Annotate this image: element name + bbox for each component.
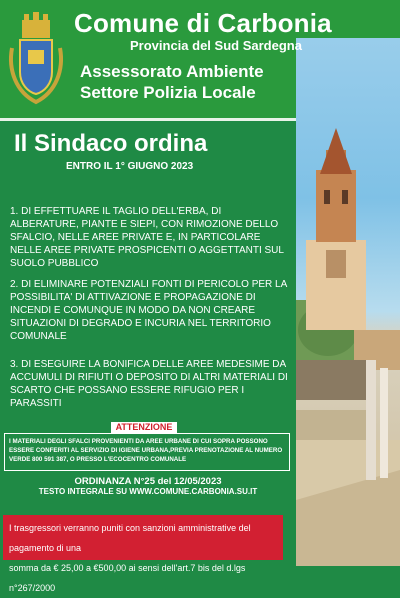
order-heading: Il Sindaco ordina xyxy=(14,130,208,157)
province-subtitle: Provincia del Sud Sardegna xyxy=(130,38,302,53)
deadline-text: ENTRO IL 1° GIUGNO 2023 xyxy=(66,161,194,172)
ordinance-full-text-link: TESTO INTEGRALE SU WWW.COMUNE.CARBONIA.SU.IT xyxy=(38,487,258,496)
attention-text: I MATERIALI DEGLI SFALCI PROVENIENTI DA AREE URBANE DI CUI SOPRA POSSONO ESSERE CONFERITI AL SERVIZIO DI IGIENE URBANA,PREVIA PRENOTAZIONE AL NUMERO VERDE 800 591 387, O PRESSO L'ECOCENTRO COMUNALE xyxy=(9,438,283,463)
order-item-3: 3. DI ESEGUIRE LA BONIFICA DELLE AREE MEDESIME DA ACCUMULI DI RIFIUTI O DEPOSITO DI ALTRI MATERIALI DI SCARTO CHE POSSANO ESSERE RIFUGIO PER I PARASSITI xyxy=(10,359,288,409)
municipal-crest-icon xyxy=(6,10,66,106)
sanctions-box xyxy=(3,515,283,593)
sanctions-line-2: somma da € 25,00 a €500,00 ai sensi dell'art.7 bis del d.lgs n°267/2000 xyxy=(9,563,246,593)
town-title: Comune di Carbonia xyxy=(74,8,332,38)
department-line-1: Assessorato Ambiente xyxy=(80,62,264,81)
sanctions-line-1: I trasgressori verranno puniti con sanzioni amministrative del pagamento di una xyxy=(9,523,251,553)
header-divider xyxy=(0,118,296,121)
church-photo xyxy=(296,0,400,566)
attention-label: ATTENZIONE xyxy=(111,422,177,433)
attention-box xyxy=(4,433,290,471)
department-line-2: Settore Polizia Locale xyxy=(80,83,256,102)
church-tower-illustration xyxy=(296,0,400,566)
order-item-2: 2. DI ELIMINARE POTENZIALI FONTI DI PERICOLO PER LA POSSIBILITA' DI ATTIVAZIONE E PROPAGAZIONE DI INCENDI E COMUNQUE IN MODO DA NON CREARE SITUAZIONI DI DEGRADO E INCURIA NEL TERRITORIO COMUNALE xyxy=(10,279,287,342)
ordinance-number: ORDINANZA N°25 del 12/05/2023 xyxy=(74,476,222,487)
order-item-1: 1. DI EFFETTUARE IL TAGLIO DELL'ERBA, DI ALBERATURE, PIANTE E SIEPI, CON RIMOZIONE DELLO SFALCIO, NELLE AREE PRIVATE E, IN PARTICOLARE NELLE AREE PRIVATE PROSPICENTI O AGGETTANTI SUL SUOLO PUBBLICO xyxy=(10,206,284,269)
